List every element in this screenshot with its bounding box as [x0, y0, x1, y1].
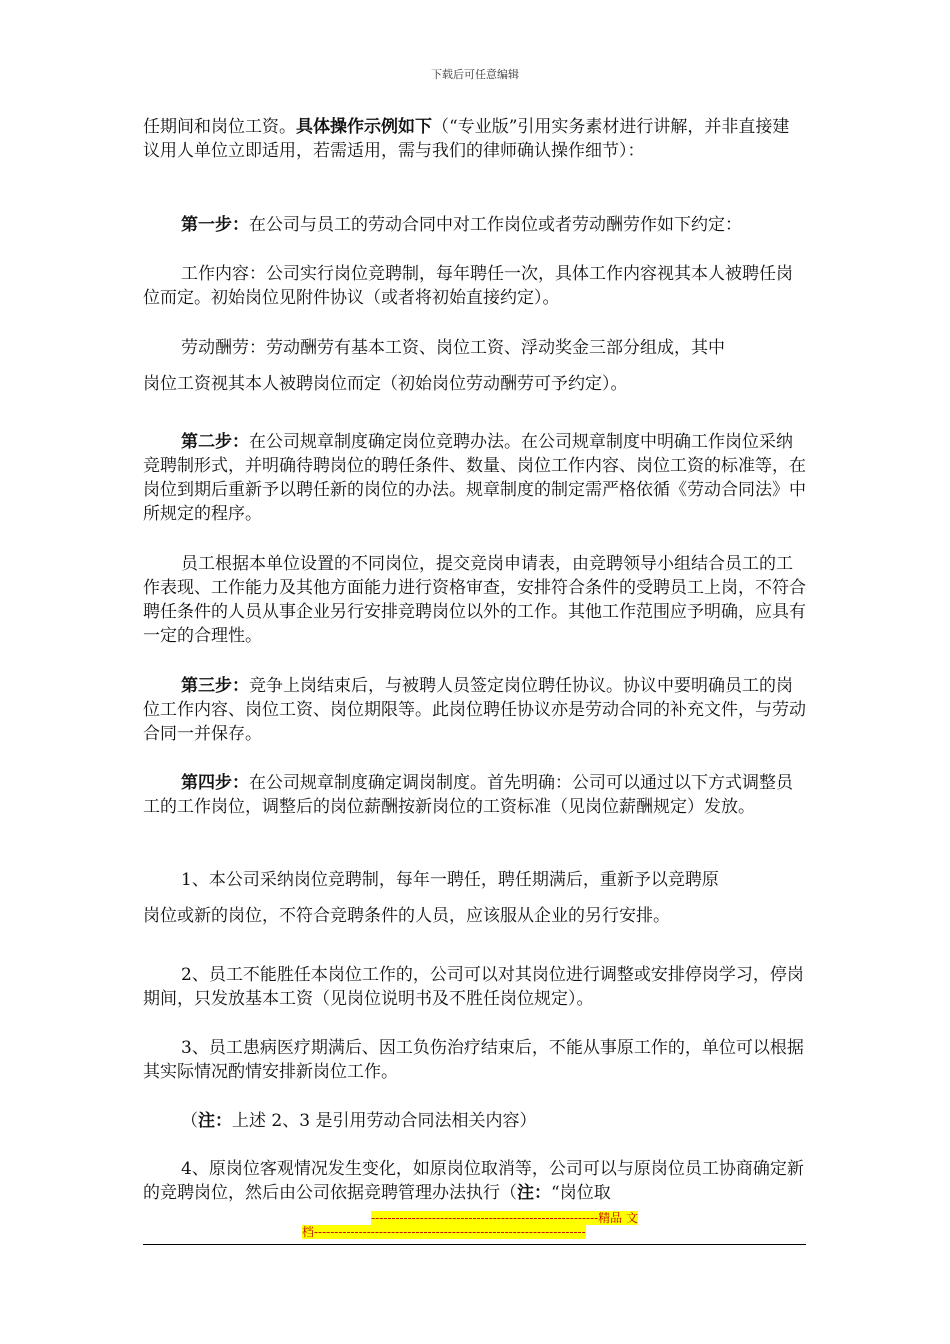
paragraph-work-content: 工作内容：公司实行岗位竞聘制，每年聘任一次，具体工作内容视其本人被聘任岗位而定。初始岗位见附件协议（或者将初始直接约定）。 — [143, 264, 793, 308]
paragraph-item4: 4、原岗位客观情况发生变化，如原岗位取消等，公司可以与原岗位员工协商确定新的竞聘岗位，然后由公司依据竞聘管理办法执行（注：“岗位取 — [143, 1159, 804, 1203]
paragraph-note: （注：上述 2、3 是引用劳动合同法相关内容） — [181, 1111, 537, 1131]
page-header: 下载后可任意编辑 — [431, 68, 519, 81]
paragraph-step3: 第三步：竞争上岗结束后，与被聘人员签定岗位聘任协议。协议中要明确员工的岗位工作内容、岗位工资、岗位期限等。此岗位聘任协议亦是劳动合同的补充文件，与劳动合同一并保存。 — [143, 676, 806, 744]
footer-line2: 档------------------------------------------------------------------- — [302, 1225, 586, 1239]
paragraph-employee-apply: 员工根据本单位设置的不同岗位，提交竞岗申请表，由竞聘领导小组结合员工的工作表现、工作能力及其他方面能力进行资格审查，安排符合条件的受聘员工上岗，不符合聘任条件的人员从事企业另行安排竞聘岗位以外的工作。其他工作范围应予明确，应具有一定的合理性。 — [143, 554, 806, 646]
paragraph-pay-line2: 岗位工资视其本人被聘岗位而定（初始岗位劳动酬劳可予约定）。 — [143, 374, 628, 394]
footer-watermark — [302, 1211, 638, 1239]
paragraph-item1-line1: 1、本公司采纳岗位竞聘制，每年一聘任，聘任期满后，重新予以竞聘原 — [181, 870, 719, 890]
paragraph-step2: 第二步：在公司规章制度确定岗位竞聘办法。在公司规章制度中明确工作岗位采纳竞聘制形式，并明确待聘岗位的聘任条件、数量、岗位工作内容、岗位工资的标准等，在岗位到期后重新予以聘任新的岗位的办法。规章制度的制定需严格依循《劳动合同法》中所规定的程序。 — [143, 432, 806, 524]
paragraph-step4: 第四步：在公司规章制度确定调岗制度。首先明确：公司可以通过以下方式调整员工的工作岗位，调整后的岗位薪酬按新岗位的工资标准（见岗位薪酬规定）发放。 — [143, 773, 793, 817]
paragraph-item2: 2、员工不能胜任本岗位工作的，公司可以对其岗位进行调整或安排停岗学习，停岗期间，只发放基本工资（见岗位说明书及不胜任岗位规定）。 — [143, 965, 804, 1009]
paragraph-intro: 任期间和岗位工资。具体操作示例如下（“专业版”引用实务素材进行讲解，并非直接建议用人单位立即适用，若需适用，需与我们的律师确认操作细节）： — [143, 117, 790, 161]
paragraph-item3: 3、员工患病医疗期满后、因工负伤治疗结束后，不能从事原工作的，单位可以根据其实际情况酌情安排新岗位工作。 — [143, 1038, 804, 1082]
footer-rule — [143, 1244, 806, 1245]
footer-line1: --------------------------------------------------------精品 文 — [371, 1211, 638, 1225]
paragraph-item1-line2: 岗位或新的岗位，不符合竞聘条件的人员，应该服从企业的另行安排。 — [143, 906, 670, 926]
paragraph-pay-line1: 劳动酬劳：劳动酬劳有基本工资、岗位工资、浮动奖金三部分组成，其中 — [181, 338, 725, 358]
paragraph-step1: 第一步：在公司与员工的劳动合同中对工作岗位或者劳动酬劳作如下约定： — [181, 215, 742, 235]
